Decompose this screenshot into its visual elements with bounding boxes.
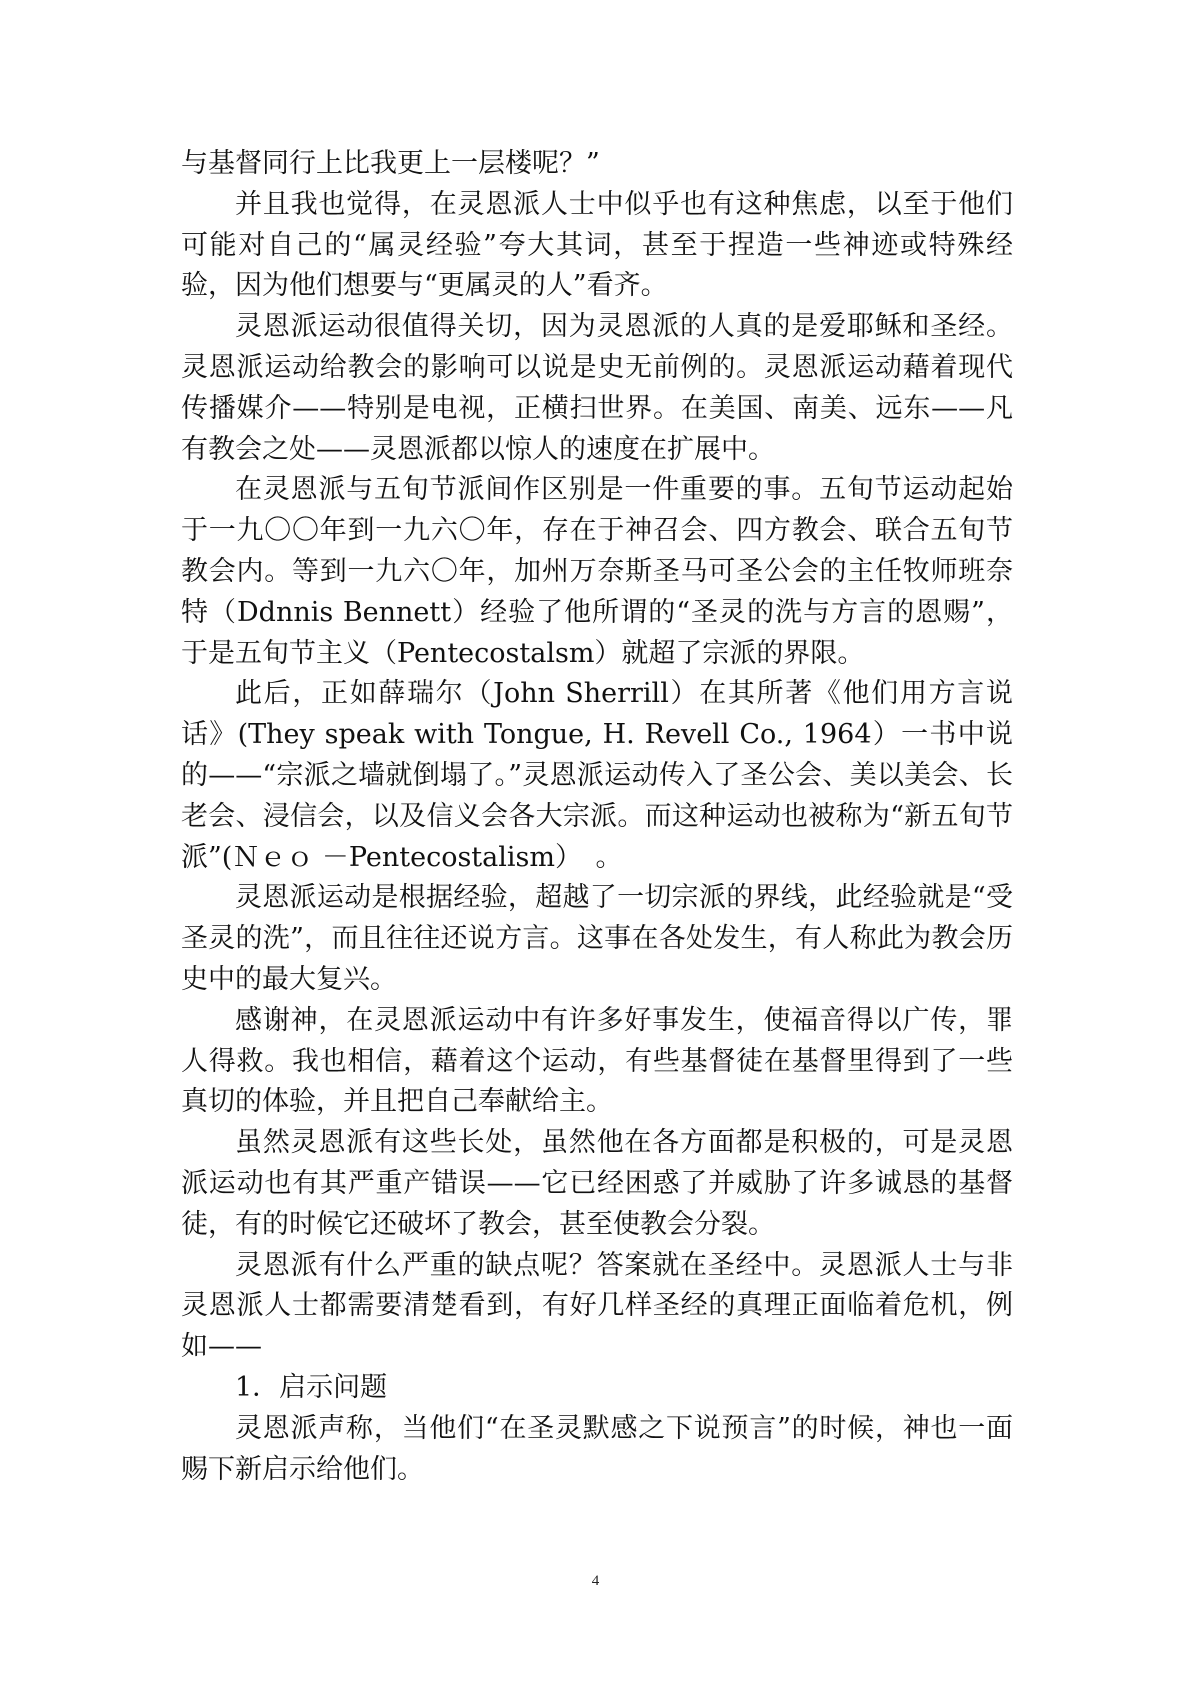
paragraph: 此后，正如薛瑞尔（John Sherrill）在其所著《他们用方言说话》(They speak with Tongue, H. Revell Co., 1964）一书中说的——“宗派之墙就倒塌了。”灵恩派运动传入了圣公会、美以美会、长老会、浸信会，以及信义会各大宗派。而这种运动也被称为“新五旬节派”(Ｎｅｏ －Pentecostalism） 。 — [181, 678, 1013, 873]
body-text — [181, 144, 1013, 1490]
paragraph: 灵恩派运动很值得关切，因为灵恩派的人真的是爱耶稣和圣经。灵恩派运动给教会的影响可以说是史无前例的。灵恩派运动藉着现代传播媒介——特别是电视，正横扫世界。在美国、南美、远东——凡有教会之处——灵恩派都以惊人的速度在扩展中。 — [181, 311, 1013, 465]
paragraph: 在灵恩派与五旬节派间作区别是一件重要的事。五旬节运动起始于一九〇〇年到一九六〇年，存在于神召会、四方教会、联合五旬节教会内。等到一九六〇年，加州万奈斯圣马可圣公会的主任牧师班奈特（Ddnnis Bennett）经验了他所谓的“圣灵的洗与方言的恩赐”，于是五旬节主义（Pentecostalsm）就超了宗派的界限。 — [181, 474, 1013, 669]
section-heading: 1．启示问题 — [235, 1371, 388, 1403]
paragraph: 灵恩派声称，当他们“在圣灵默感之下说预言”的时候，神也一面赐下新启示给他们。 — [181, 1412, 1013, 1485]
paragraph-continuation: 与基督同行上比我更上一层楼呢？” — [181, 148, 600, 179]
paragraph: 并且我也觉得，在灵恩派人士中似乎也有这种焦虑，以至于他们可能对自己的“属灵经验”夸大其词，甚至于捏造一些神迹或特殊经验，因为他们想要与“更属灵的人”看齐。 — [181, 188, 1013, 302]
paragraph: 感谢神，在灵恩派运动中有许多好事发生，使福音得以广传，罪人得救。我也相信，藉着这个运动，有些基督徒在基督里得到了一些真切的体验，并且把自己奉献给主。 — [181, 1004, 1013, 1118]
paragraph: 虽然灵恩派有这些长处，虽然他在各方面都是积极的，可是灵恩派运动也有其严重产错误——它已经困惑了并威胁了许多诚恳的基督徒，有的时候它还破坏了教会，甚至使教会分裂。 — [181, 1127, 1013, 1240]
page-number: 4 — [591, 1573, 600, 1589]
paragraph: 灵恩派有什么严重的缺点呢？答案就在圣经中。灵恩派人士与非灵恩派人士都需要清楚看到，有好几样圣经的真理正面临着危机，例如—— — [181, 1249, 1013, 1363]
paragraph: 灵恩派运动是根据经验，超越了一切宗派的界线，此经验就是“受圣灵的洗”，而且往往还说方言。这事在各处发生，有人称此为教会历史中的最大复兴。 — [181, 882, 1013, 995]
